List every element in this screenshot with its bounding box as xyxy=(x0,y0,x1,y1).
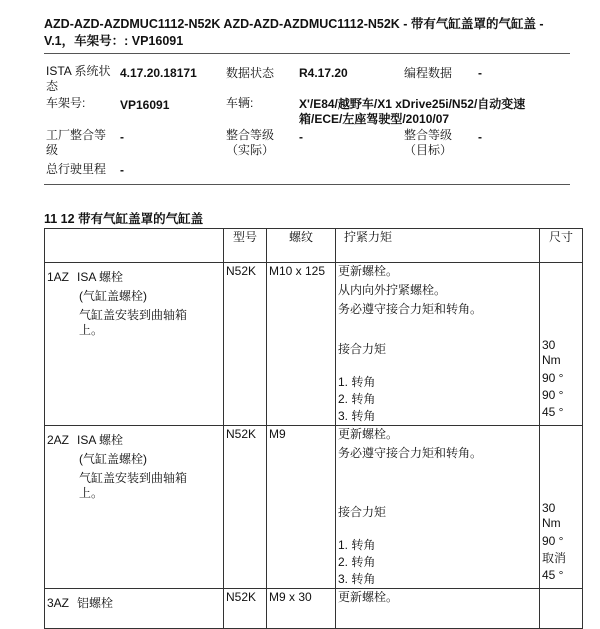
model-cell: N52K xyxy=(224,263,267,426)
size-cell xyxy=(540,263,583,426)
ista-label: ISTA 系统状态 xyxy=(46,64,111,93)
header-size: 尺寸 xyxy=(540,229,583,263)
angle-value: 45 ° xyxy=(542,405,564,419)
ista-value: 4.17.20.18171 xyxy=(120,66,197,80)
table-row xyxy=(45,263,583,426)
part-sub: (气缸盖螺栓) xyxy=(79,289,147,303)
thread-cell: M9 xyxy=(267,426,336,589)
part-cell xyxy=(45,263,224,426)
part-id: 2AZ xyxy=(47,433,70,447)
torque-cell xyxy=(336,263,540,426)
joint-torque-value: 30 Nm xyxy=(542,338,561,367)
actual-level-label: 整合等级（实际） xyxy=(226,128,275,157)
torque-table xyxy=(44,228,583,629)
mileage-label: 总行驶里程 xyxy=(46,162,107,176)
angle-value: 90 ° xyxy=(542,388,564,402)
part-name: ISA 螺栓 xyxy=(77,433,124,447)
note-line: 务必遵守接合力矩和转角。 xyxy=(338,302,483,316)
torque-cell xyxy=(336,426,540,589)
part-sub: (气缸盖螺栓) xyxy=(79,452,147,466)
header-thread: 螺纹 xyxy=(267,229,336,263)
joint-torque-value: 30 Nm xyxy=(542,501,561,530)
angle-value: 90 ° xyxy=(542,371,564,385)
angle-label: 1. 转角 xyxy=(338,538,376,552)
part-desc: 气缸盖安装到曲轴箱上。 xyxy=(79,308,188,337)
target-level-label: 整合等级（目标） xyxy=(404,128,453,157)
prog-data-value: - xyxy=(478,66,482,80)
factory-level-label: 工厂整合等级 xyxy=(46,128,107,157)
torque-cell xyxy=(336,589,540,629)
size-cell xyxy=(540,426,583,589)
part-cell xyxy=(45,426,224,589)
header-torque: 拧紧力矩 xyxy=(336,229,540,263)
table-row xyxy=(45,589,583,629)
note-line: 更新螺栓。 xyxy=(338,427,399,441)
angle-label: 1. 转角 xyxy=(338,375,376,389)
target-level-value: - xyxy=(478,130,482,144)
angle-value: 90 ° xyxy=(542,534,564,548)
angle-label: 3. 转角 xyxy=(338,409,376,423)
angle-label: 2. 转角 xyxy=(338,555,376,569)
factory-level-value: - xyxy=(120,130,124,144)
note-line: 更新螺栓。 xyxy=(338,264,399,278)
vehicle-label: 车辆: xyxy=(226,96,254,110)
part-cell xyxy=(45,589,224,629)
model-cell: N52K xyxy=(224,426,267,589)
note-line: 更新螺栓。 xyxy=(338,590,399,604)
angle-value: 取消 xyxy=(542,551,567,565)
joint-torque-label: 接合力矩 xyxy=(338,342,387,356)
angle-label: 2. 转角 xyxy=(338,392,376,406)
size-cell xyxy=(540,589,583,629)
info-divider xyxy=(44,184,570,185)
document-title: AZD-AZD-AZDMUC1112-N52K AZD-AZD-AZDMUC1112-N52K - 带有气缸盖罩的气缸盖 - V.1，车架号：: VP16091 xyxy=(44,17,544,48)
header-model: 型号 xyxy=(224,229,267,263)
thread-cell: M10 x 125 xyxy=(267,263,336,426)
vin-value: VP16091 xyxy=(120,98,170,112)
header-blank xyxy=(45,229,224,263)
section-title: 11 12 带有气缸盖罩的气缸盖 xyxy=(44,212,204,226)
part-name: 铝螺栓 xyxy=(77,596,114,610)
part-name: ISA 螺栓 xyxy=(77,270,124,284)
actual-level-value: - xyxy=(299,130,303,144)
part-desc: 气缸盖安装到曲轴箱上。 xyxy=(79,471,188,500)
table-row xyxy=(45,426,583,589)
model-cell: N52K xyxy=(224,589,267,629)
angle-value: 45 ° xyxy=(542,568,564,582)
note-line: 务必遵守接合力矩和转角。 xyxy=(338,446,483,460)
vehicle-value: X'/E84/越野车/X1 xDrive25i/N52/自动变速箱/ECE/左座驾驶型/2010/07 xyxy=(299,97,526,126)
vin-label: 车架号: xyxy=(46,96,86,110)
note-line: 从内向外拧紧螺栓。 xyxy=(338,283,447,297)
data-status-label: 数据状态 xyxy=(226,66,275,80)
table-header-row xyxy=(45,229,583,263)
mileage-value: - xyxy=(120,163,124,177)
title-divider xyxy=(44,53,570,54)
part-id: 3AZ xyxy=(47,596,70,610)
angle-label: 3. 转角 xyxy=(338,572,376,586)
part-id: 1AZ xyxy=(47,270,70,284)
prog-data-label: 编程数据 xyxy=(404,66,453,80)
data-status-value: R4.17.20 xyxy=(299,66,348,80)
thread-cell: M9 x 30 xyxy=(267,589,336,629)
joint-torque-label: 接合力矩 xyxy=(338,505,387,519)
